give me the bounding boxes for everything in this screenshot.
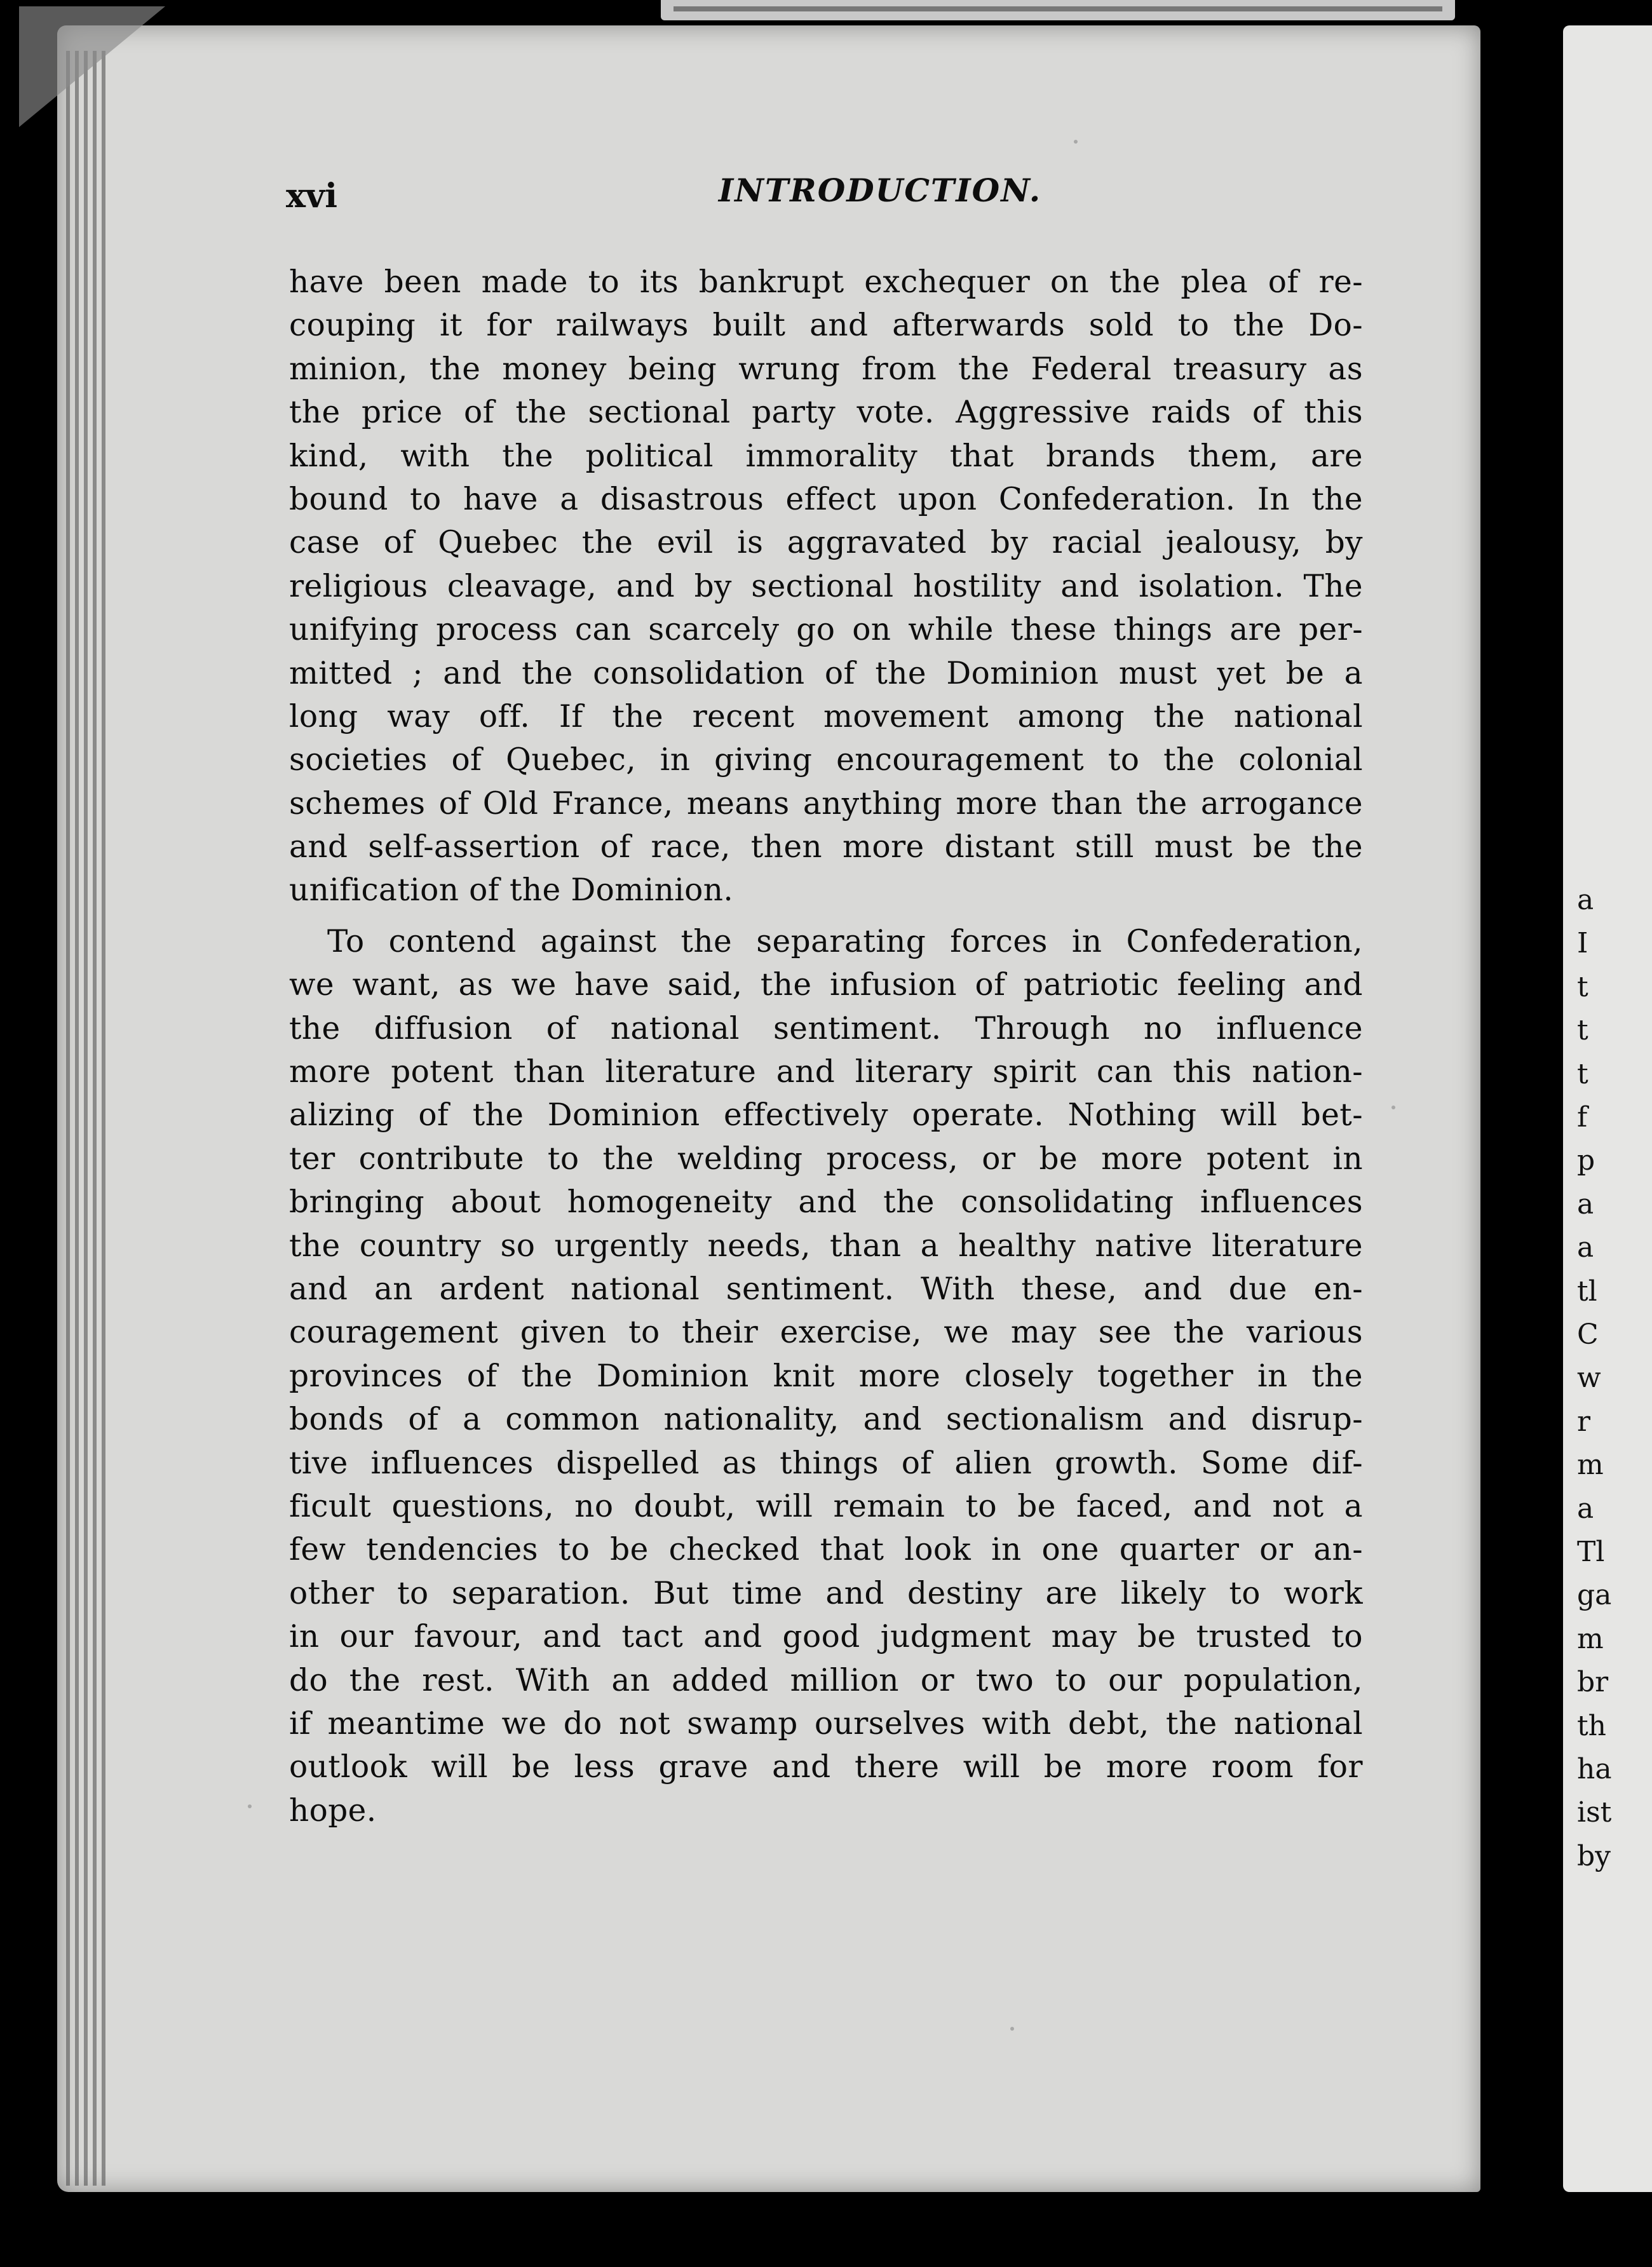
text-line: if meantime we do not swamp ourselves with debt, the national [289,1705,1363,1742]
page-corner-curl [19,6,165,127]
body-text [289,261,1363,1832]
text-line: do the rest. With an added million or two to our population, [289,1662,1363,1698]
text-line: more potent than literature and literary spirit can this nation- [289,1054,1363,1090]
text-line: bringing about homogeneity and the consolidating influences [289,1184,1363,1221]
text-line: provinces of the Dominion knit more closely together in the [289,1358,1363,1394]
text-line: case of Quebec the evil is aggravated by racial jealousy, by [289,525,1363,561]
text-line: unifying process can scarcely go on while these things are per- [289,612,1363,648]
page-edge [84,51,88,2186]
text-line: we want, as we have said, the infusion of patriotic feeling and [289,967,1363,1003]
text-line: long way off. If the recent movement among the national [289,698,1363,734]
facing-page-fragment: C [1577,1318,1599,1351]
text-line: societies of Quebec, in giving encouragement to the colonial [289,742,1363,778]
facing-page-fragment: a [1577,884,1594,916]
facing-page-fragment: t [1577,1057,1588,1090]
facing-page-fragment: a [1577,1231,1594,1264]
text-line: religious cleavage, and by sectional hostility and isolation. The [289,568,1363,604]
facing-page-fragment: p [1577,1144,1595,1177]
scan-top-strip [661,0,1455,20]
text-line: tive influences dispelled as things of alien growth. Some dif- [289,1445,1363,1481]
facing-page-fragment: m [1577,1622,1604,1655]
text-line: the price of the sectional party vote. Aggressive raids of this [289,395,1363,431]
text-line: couragement given to their exercise, we may see the various [289,1315,1363,1351]
facing-page-fragment: I [1577,927,1588,960]
text-line: alizing of the Dominion effectively operate. Nothing will bet- [289,1097,1363,1134]
paper-speck [1074,140,1078,144]
facing-page-fragment: w [1577,1362,1601,1395]
running-head: INTRODUCTION. [718,172,1042,209]
facing-page-fragment: tl [1577,1275,1597,1308]
text-line: bonds of a common nationality, and sectionalism and disrup- [289,1402,1363,1438]
page-number: xvi [286,177,337,215]
facing-page-fragment: th [1577,1709,1607,1742]
page-edge [75,51,79,2186]
page-edge [93,51,97,2186]
text-line: mitted ; and the consolidation of the Dominion must yet be a [289,655,1363,691]
page-header [286,172,1398,222]
text-line: To contend against the separating forces in Confederation, [327,923,1363,959]
text-line: ficult questions, no doubt, will remain to be faced, and not a [289,1488,1363,1524]
page-edge [102,51,105,2186]
facing-page-fragment: by [1577,1839,1611,1872]
text-line: ter contribute to the welding process, or be more potent in [289,1140,1363,1177]
text-line: minion, the money being wrung from the Federal treasury as [289,351,1363,387]
facing-page-fragment: t [1577,970,1588,1003]
facing-page-fragment: Tl [1577,1536,1605,1568]
text-line: and self-assertion of race, then more distant still must be the [289,829,1363,865]
page-edge [66,51,70,2186]
text-line: the country so urgently needs, than a healthy native literature [289,1228,1363,1264]
text-line: schemes of Old France, means anything more than the arrogance [289,785,1363,822]
paper-speck [1010,2027,1014,2031]
facing-page-fragment: ist [1577,1796,1612,1829]
text-line: other to separation. But time and destiny are likely to work [289,1575,1363,1611]
facing-page-fragment: a [1577,1492,1594,1525]
text-line: kind, with the political immorality that brands them, are [289,438,1363,474]
text-line: outlook will be less grave and there will be more room for [289,1749,1363,1785]
facing-page-fragment: r [1577,1405,1591,1438]
facing-page-fragment: f [1577,1101,1588,1134]
text-line: hope. [289,1792,377,1829]
facing-page-fragment: ha [1577,1753,1612,1785]
facing-page-fragment: a [1577,1188,1594,1221]
paper-speck [248,1804,252,1808]
text-line: few tendencies to be checked that look in one quarter or an- [289,1532,1363,1568]
paragraph-gap [289,912,1363,920]
facing-page-fragment: ga [1577,1579,1612,1612]
facing-page-fragment: t [1577,1014,1588,1047]
paper-speck [1391,1106,1395,1109]
text-line: unification of the Dominion. [289,872,734,909]
facing-page-fragment: m [1577,1449,1604,1482]
facing-page-fragment: br [1577,1666,1609,1699]
text-line: in our favour, and tact and good judgment may be trusted to [289,1619,1363,1655]
text-line: couping it for railways built and afterwards sold to the Do- [289,308,1363,344]
text-line: the diffusion of national sentiment. Through no influence [289,1010,1363,1046]
text-line: and an ardent national sentiment. With these, and due en- [289,1271,1363,1307]
text-line: bound to have a disastrous effect upon Confederation. In the [289,481,1363,517]
facing-page [1563,25,1652,2192]
text-line: have been made to its bankrupt exchequer on the plea of re- [289,264,1363,300]
